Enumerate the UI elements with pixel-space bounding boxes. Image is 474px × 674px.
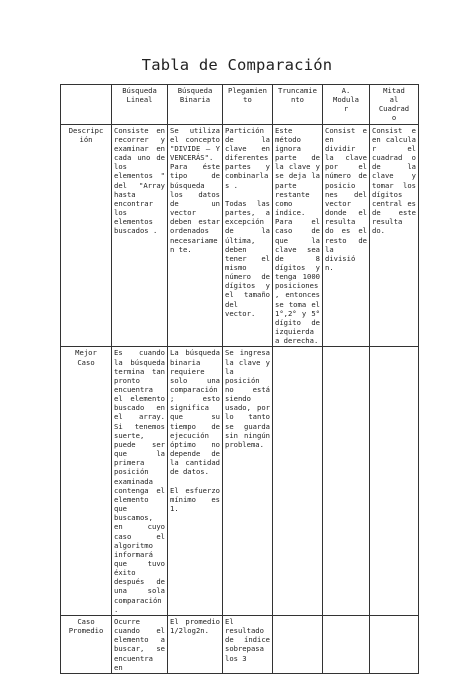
table-cell: El resultado de índice sobrepasa los 3 bbox=[223, 615, 273, 673]
header-cell-busqueda-lineal: Búsqueda Lineal bbox=[112, 85, 168, 125]
table-cell bbox=[370, 347, 419, 616]
table-cell: Ocurre cuando el elemento a buscar, se encuentra en bbox=[112, 615, 168, 673]
table-cell bbox=[273, 615, 323, 673]
table-cell: Consiste en recorrer y examinar en cada uno de los elementos " del "Array hasta encontrar los elementos buscados . bbox=[112, 124, 168, 347]
header-cell-busqueda-binaria: Búsqueda Binaria bbox=[168, 85, 223, 125]
header-cell-modular: A. Modula r bbox=[323, 85, 370, 125]
table-row-descripcion bbox=[61, 124, 419, 347]
table-header-row bbox=[61, 85, 419, 125]
row-label-mejor-caso: Mejor Caso bbox=[61, 347, 112, 616]
table-cell: La búsqueda binaria requiere solo una comparación; esto significa que su tiempo de ejecución óptimo no depende de la cantidad de datos. El esfuerzo mínimo es 1. bbox=[168, 347, 223, 616]
header-cell-plegamiento: Plegamien to bbox=[223, 85, 273, 125]
table-cell: Partición de la clave en diferentes partes y combinarlas . Todas las partes, a excepción de la última, deben tener el mismo número de dígitos y el tamaño del vector. bbox=[223, 124, 273, 347]
table-cell: Consist e en dividir la clave por el número de posicio nes del vector donde el resulta do es el resto de la divisió n. bbox=[323, 124, 370, 347]
table-cell bbox=[370, 615, 419, 673]
table-cell bbox=[323, 347, 370, 616]
comparison-table bbox=[60, 84, 419, 674]
header-cell-mitad-cuadrado: Mitad al Cuadrad o bbox=[370, 85, 419, 125]
row-label-caso-promedio: Caso Promedio bbox=[61, 615, 112, 673]
table-row-mejor-caso bbox=[61, 347, 419, 616]
table-cell bbox=[323, 615, 370, 673]
table-cell: El promedio 1/2log2n. bbox=[168, 615, 223, 673]
table-cell: Este método ignora parte de la clave y se deja la parte restante como índice. Para el caso de que la clave sea de 8 dígitos y tenga 1000 posiciones, entonces se toma el 1°,2° y 5° dígito de izquierda a derecha. bbox=[273, 124, 323, 347]
header-cell-corner bbox=[61, 85, 112, 125]
table-cell: Se utiliza el concepto "DIVIDE – Y VENCERÁS". Para éste tipo de búsqueda los datos de un vector deben estar ordenados necesariamen te. bbox=[168, 124, 223, 347]
table-cell: Es cuando la búsqueda termina tan pronto encuentra el elemento buscado en el array. Si tenemos suerte, puede ser que la primera posición examinada contenga el elemento que buscamos, en cuyo caso el algoritmo informará que tuvo éxito después de una sola comparación. bbox=[112, 347, 168, 616]
table-cell: Se ingresa la clave y la posición no está siendo usado, por lo tanto se guarda sin ningún problema. bbox=[223, 347, 273, 616]
header-cell-truncamiento: Truncamie nto bbox=[273, 85, 323, 125]
table-cell bbox=[273, 347, 323, 616]
document-title: Tabla de Comparación bbox=[141, 56, 333, 74]
table-cell: Consist e en calcula r el cuadrad o de la clave y tomar los dígitos central es de este resulta do. bbox=[370, 124, 419, 347]
table-row-caso-promedio bbox=[61, 615, 419, 673]
row-label-descripcion: Descripc ión bbox=[61, 124, 112, 347]
